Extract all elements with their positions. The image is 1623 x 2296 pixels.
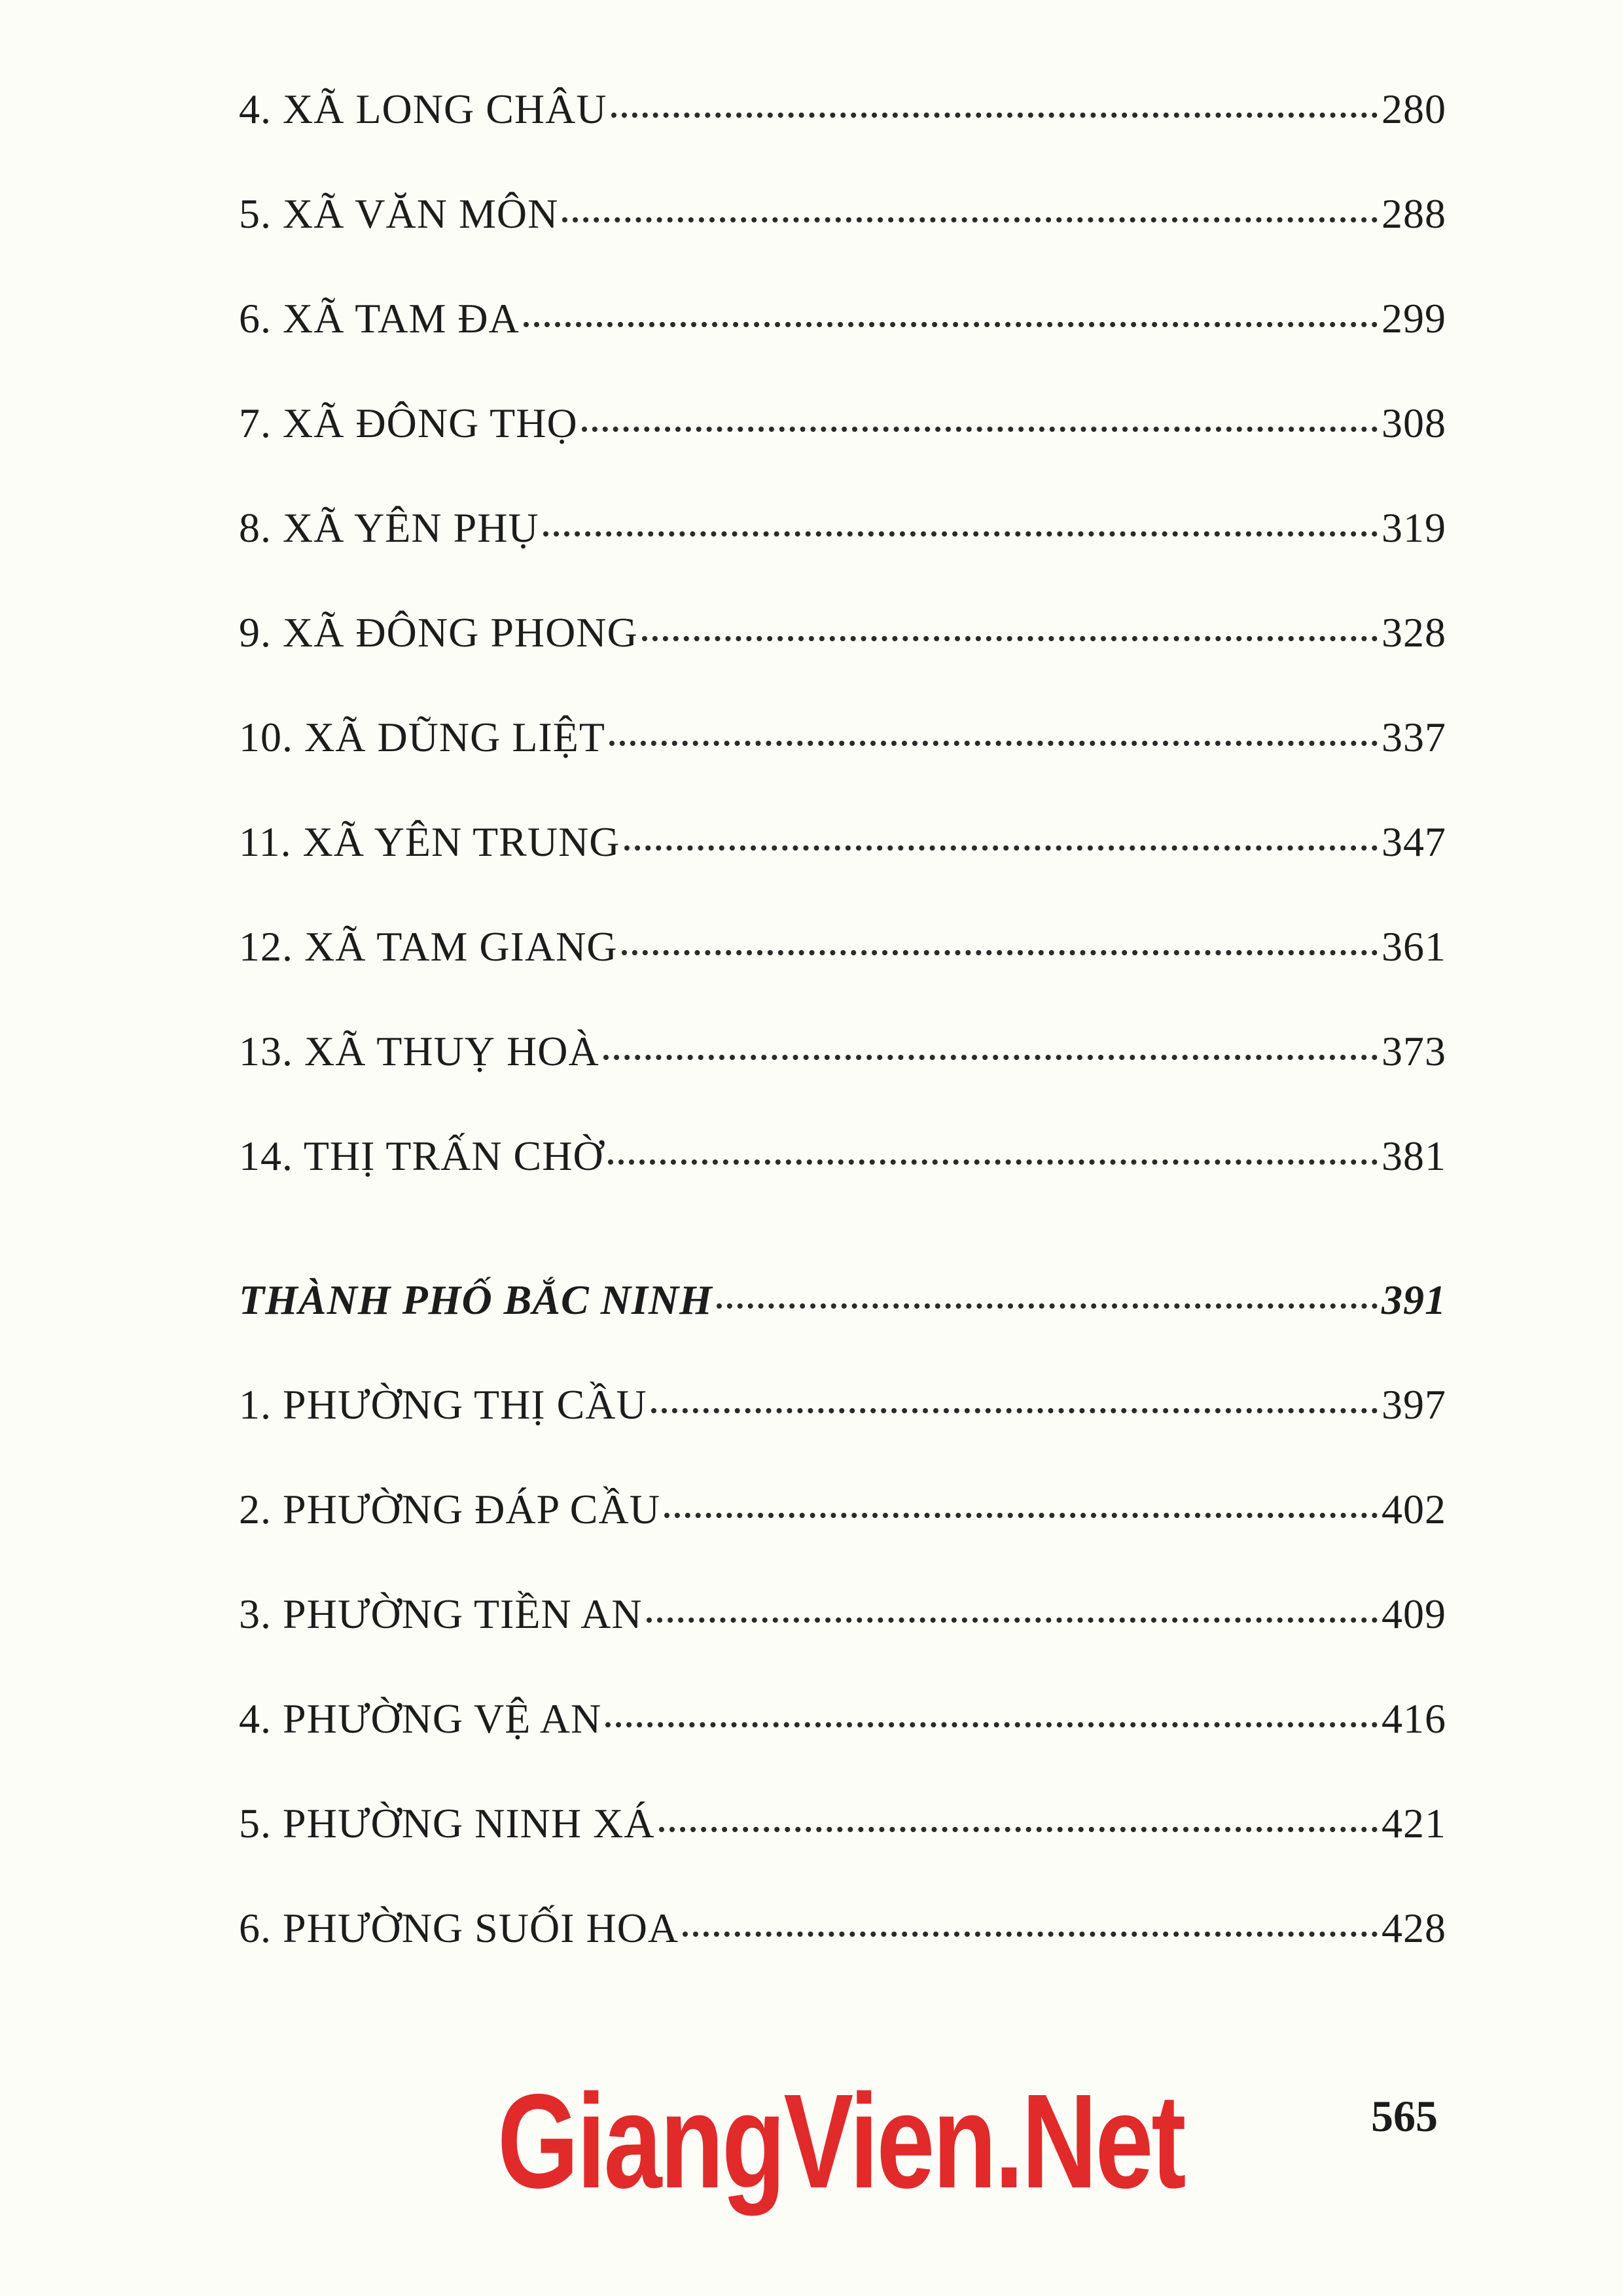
- toc-entry-title: 1. PHƯỜNG THỊ CẦU: [239, 1381, 647, 1428]
- toc-entry: [239, 1590, 1446, 1695]
- dot-leader: [717, 1303, 1378, 1309]
- toc-entry-page: 373: [1382, 1028, 1446, 1074]
- toc-entry: [239, 399, 1446, 504]
- toc-entry-page: 381: [1382, 1133, 1446, 1179]
- toc-entry-page: 328: [1382, 609, 1446, 656]
- dot-leader: [611, 113, 1378, 118]
- toc-entry: [239, 609, 1446, 713]
- dot-leader: [605, 1722, 1378, 1727]
- toc-entry: [239, 1027, 1446, 1132]
- toc-entry: [239, 818, 1446, 923]
- toc-entry: [239, 1381, 1446, 1485]
- toc-entry: [239, 85, 1446, 190]
- toc-entry-title: 6. PHƯỜNG SUỐI HOA: [239, 1905, 679, 1951]
- dot-leader: [683, 1932, 1378, 1937]
- toc-entry-title: 9. XÃ ĐÔNG PHONG: [239, 609, 638, 656]
- dot-leader: [622, 950, 1378, 955]
- dot-leader: [603, 1055, 1378, 1060]
- toc-entry-page: 288: [1382, 190, 1446, 237]
- dot-leader: [543, 531, 1378, 537]
- toc-entry-title: 14. THỊ TRẤN CHỜ: [239, 1133, 604, 1179]
- dot-leader: [608, 1159, 1378, 1165]
- toc-entry-title: 5. PHƯỜNG NINH XÁ: [239, 1800, 655, 1846]
- toc-entry-title: 8. XÃ YÊN PHỤ: [239, 504, 539, 551]
- toc-entry: [239, 1695, 1446, 1799]
- toc-entry-page: 402: [1382, 1486, 1446, 1532]
- toc-entry: [239, 1904, 1446, 2009]
- dot-leader: [651, 1408, 1378, 1413]
- toc-entry: [239, 923, 1446, 1027]
- page-number: 565: [1371, 2091, 1438, 2141]
- toc-entry-title: 7. XÃ ĐÔNG THỌ: [239, 400, 578, 446]
- toc-entry-page: 397: [1382, 1381, 1446, 1428]
- toc-entry-page: 421: [1382, 1800, 1446, 1846]
- toc-entry-page: 319: [1382, 504, 1446, 551]
- dot-leader: [664, 1513, 1378, 1518]
- toc-entry-title: 10. XÃ DŨNG LIỆT: [239, 714, 605, 760]
- toc-entry: [239, 294, 1446, 399]
- toc-entry: [239, 190, 1446, 294]
- toc-entry: [239, 713, 1446, 818]
- dot-leader: [562, 217, 1378, 222]
- toc-entry-title: 11. XÃ YÊN TRUNG: [239, 819, 620, 865]
- dot-leader: [609, 741, 1378, 746]
- toc-entry-page: 361: [1382, 923, 1446, 970]
- dot-leader: [647, 1617, 1378, 1623]
- toc-entry-page: 428: [1382, 1905, 1446, 1951]
- toc-entry-page: 347: [1382, 819, 1446, 865]
- toc-entry-title: 12. XÃ TAM GIANG: [239, 923, 618, 970]
- toc-entry-title: 2. PHƯỜNG ĐÁP CẦU: [239, 1486, 660, 1532]
- toc-entry-page: 416: [1382, 1695, 1446, 1742]
- dot-leader: [659, 1827, 1378, 1832]
- toc-entry: [239, 504, 1446, 609]
- toc-entry-page: 308: [1382, 400, 1446, 446]
- toc-entry-page: 409: [1382, 1591, 1446, 1637]
- table-of-contents: [239, 85, 1446, 2009]
- toc-entry-page: 391: [1382, 1277, 1446, 1323]
- toc-entry-page: 337: [1382, 714, 1446, 760]
- dot-leader: [524, 322, 1378, 327]
- toc-entry-title: 6. XÃ TAM ĐA: [239, 295, 520, 342]
- toc-entry-page: 280: [1382, 86, 1446, 132]
- watermark: GiangVien.Net: [497, 2066, 1185, 2216]
- toc-entry-title: 4. PHƯỜNG VỆ AN: [239, 1695, 602, 1742]
- toc-entry: [239, 1132, 1446, 1237]
- toc-entry-title: 5. XÃ VĂN MÔN: [239, 190, 559, 237]
- toc-entry-title: 13. XÃ THUỴ HOÀ: [239, 1028, 599, 1074]
- dot-leader: [582, 427, 1378, 432]
- toc-entry-page: 299: [1382, 295, 1446, 342]
- toc-entry: [239, 1799, 1446, 1904]
- dot-leader: [624, 845, 1378, 851]
- toc-entry-title: 3. PHƯỜNG TIỀN AN: [239, 1591, 643, 1637]
- toc-section-heading: [239, 1276, 1446, 1381]
- dot-leader: [642, 636, 1378, 641]
- toc-entry-title: 4. XÃ LONG CHÂU: [239, 86, 607, 132]
- toc-entry-title: THÀNH PHỐ BẮC NINH: [239, 1277, 713, 1323]
- toc-entry: [239, 1485, 1446, 1590]
